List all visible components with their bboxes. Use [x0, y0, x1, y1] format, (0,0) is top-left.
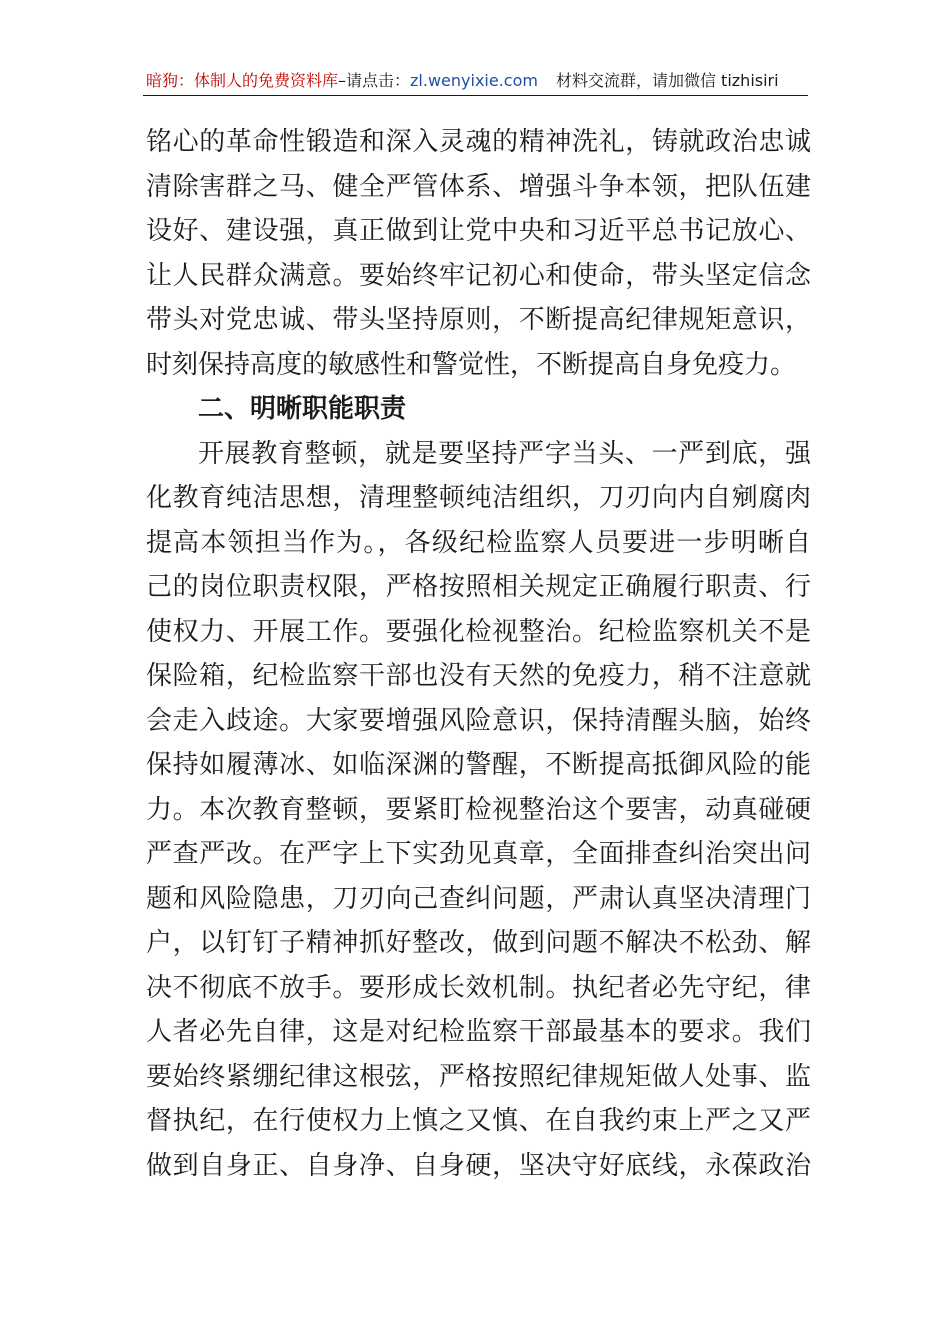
header-divider	[143, 95, 808, 96]
text-line: 开展教育整顿，就是要坚持严字当头、一严到底，强	[198, 438, 811, 469]
paragraph-1	[146, 120, 811, 387]
text-line: 设好、建设强，真正做到让党中央和习近平总书记放心、	[146, 216, 811, 246]
text-line: 化教育纯洁思想，清理整顿纯洁组织，刀刃向内自剜腐肉	[146, 483, 811, 513]
document-body	[146, 120, 811, 1188]
text-line: 提高本领担当作为。，各级纪检监察人员要进一步明晰自	[146, 527, 811, 558]
text-line: 户，以钉钉子精神抓好整改，做到问题不解决不松劲、解	[146, 928, 811, 958]
text-line: 力。本次教育整顿，要紧盯检视整治这个要害，动真碰硬	[146, 794, 811, 825]
text-line: 人者必先自律，这是对纪检监察干部最基本的要求。我们	[146, 1017, 811, 1047]
text-line: 带头对党忠诚、带头坚持原则，不断提高纪律规矩意识，	[146, 305, 811, 335]
paragraph-2	[146, 432, 811, 1189]
header-group-note: 材料交流群，请加微信 tizhisiri	[555, 71, 779, 90]
header-site-name: 暗狗：体制人的免费资料库	[146, 71, 339, 90]
header-click-prompt: –请点击：	[338, 71, 411, 90]
section-heading: 二、明晰职能职责	[198, 394, 407, 424]
text-line: 督执纪，在行使权力上慎之又慎、在自我约束上严之又严	[146, 1106, 811, 1136]
text-line: 保险箱，纪检监察干部也没有天然的免疫力，稍不注意就	[146, 661, 811, 691]
text-line: 会走入歧途。大家要增强风险意识，保持清醒头脑，始终	[146, 705, 811, 736]
text-line: 清除害群之马、健全严管体系、增强斗争本领，把队伍建	[146, 171, 811, 202]
text-line: 保持如履薄冰、如临深渊的警醒，不断提高抵御风险的能	[146, 750, 811, 780]
text-line: 严查严改。在严字上下实劲见真章，全面排查纠治突出问	[146, 839, 811, 869]
text-line: 做到自身正、自身净、自身硬，坚决守好底线，永葆政治	[146, 1150, 811, 1181]
text-line: 题和风险隐患，刀刃向己查纠问题，严肃认真坚决清理门	[146, 883, 811, 914]
text-line: 时刻保持高度的敏感性和警觉性，不断提高自身免疫力。	[146, 349, 797, 380]
page-header	[146, 68, 806, 94]
text-line: 己的岗位职责权限，严格按照相关规定正确履行职责、行	[146, 572, 811, 602]
header-url-link[interactable]: zl.wenyixie.com	[410, 71, 538, 90]
text-line: 使权力、开展工作。要强化检视整治。纪检监察机关不是	[146, 616, 811, 647]
text-line: 让人民群众满意。要始终牢记初心和使命，带头坚定信念	[146, 260, 811, 291]
text-line: 铭心的革命性锻造和深入灵魂的精神洗礼，铸就政治忠诚	[146, 127, 811, 157]
text-line: 决不彻底不放手。要形成长效机制。执纪者必先守纪，律	[146, 972, 811, 1003]
text-line: 要始终紧绷纪律这根弦，严格按照纪律规矩做人处事、监	[146, 1061, 811, 1092]
